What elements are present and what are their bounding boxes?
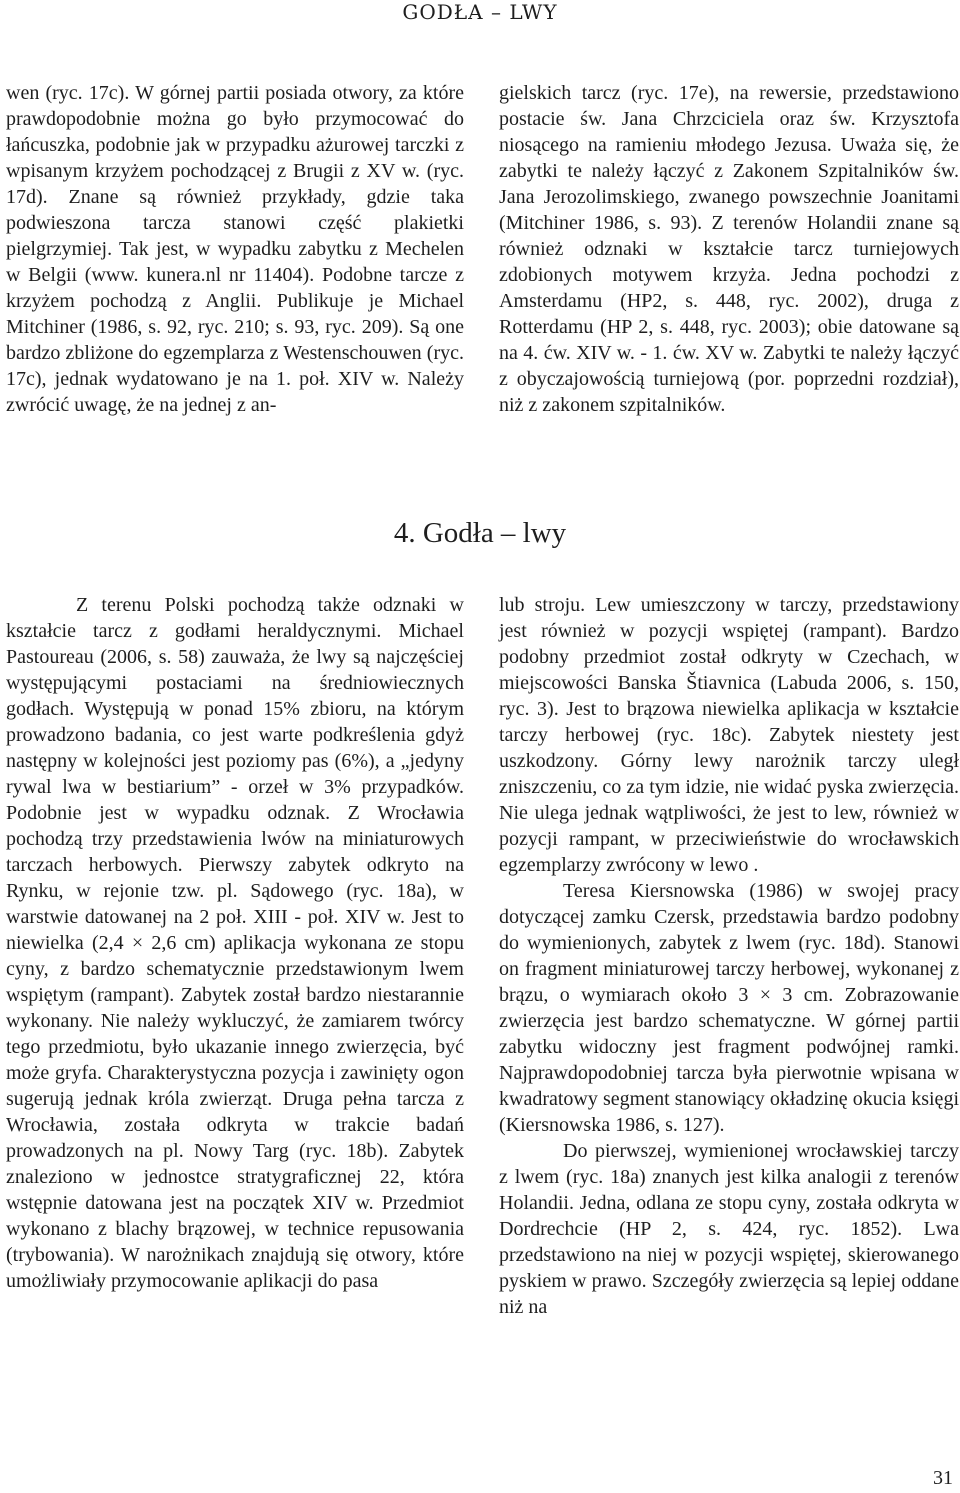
- running-header: GODŁA – LWY: [402, 0, 558, 24]
- paragraph: gielskich tarcz (ryc. 17e), na rewersie, przedstawiono postacie św. Jana Chrzciciela oraz św. Krzysztofa niosącego na ramieniu młodego Jezusa. Uważa się, że zabytki te należy łączyć z Zakonem Szpitalników św. Jana Jerozolimskiego, zwanego powszechnie Joanitami (Mitchiner 1986, s. 93). Z terenów Holandii znane są również odznaki w kształcie tarcz turniejowych zdobionych motywem krzyża. Jedna pochodzi z Amsterdamu (HP2, s. 448, ryc. 2002), druga z Rotterdamu (HP 2, s. 448, ryc. 2003); obie datowane są na 4. ćw. XIV w. - 1. ćw. XV w. Zabytki te należy łączyć z obyczajowością turniejową (por. poprzedni rozdział), niż z zakonem szpitalników.: [499, 82, 959, 416]
- paragraph: Do pierwszej, wymienionej wrocławskiej tarczy z lwem (ryc. 18a) znanych jest kilka analogii z terenów Holandii. Jedna, odlana ze stopu cyny, została odkryta w Dordrechcie (HP 2, s. 424, ryc. 1852). Lwa przedstawiono na niej w pozycji wspiętej, skierowanego pyskiem w prawo. Szczegóły zwierzęcia są lepiej oddane niż na: [499, 1140, 959, 1318]
- paragraph: Teresa Kiersnowska (1986) w swojej pracy dotyczącej zamku Czersk, przedstawia bardzo podobny do wymienionych, zabytek z lwem (ryc. 18d). Stanowi on fragment miniaturowej tarczy herbowej, wykonanej z brązu, o wymiarach około 3 × 3 cm. Zobrazowanie zwierzęcia jest bardzo schematyczne. W górnej partii zabytku widoczny jest fragment podwójnej ramki. Najprawdopodobniej tarcza była pierwotnie wpisana w kwadratowy segment stanowiący okładzinę okucia księgi (Kiersnowska 1986, s. 127).: [499, 880, 959, 1136]
- text-column-bottom-left: [6, 592, 464, 1294]
- paragraph: wen (ryc. 17c). W górnej partii posiada otwory, za które prawdopodobnie można go było przymocować do łańcuszka, podobnie jak w przypadku ażurowej tarczki z wpisanym krzyżem pochodzącej z Brugii z XV w. (ryc. 17d). Znane są również przykłady, gdzie taka podwieszona tarcza stanowi część plakietki pielgrzymiej. Tak jest, w wypadku zabytku z Mechelen w Belgii (www. kunera.nl nr 11404). Podobne tarcze z krzyżem pochodzą z Anglii. Publikuje je Michael Mitchiner (1986, s. 92, ryc. 210; s. 93, ryc. 209). Są one bardzo zbliżone do egzemplarza z Westenschouwen (ryc. 17c), jednak wydatowano je na 1. poł. XIV w. Należy zwrócić uwagę, że na jednej z an-: [6, 82, 464, 416]
- paragraph: Z terenu Polski pochodzą także odznaki w kształcie tarcz z godłami heraldycznymi. Michael Pastoureau (2006, s. 58) zauważa, że lwy są najczęściej występującymi postaciami na średniowiecznych godłach. Występują w ponad 15% zbioru, na którym prowadzono badania, co jest warte podkreślenia gdyż następny w kolejności jest poziomy pas (6%), a „jedyny rywal lwa w bestiarium” - orzeł w 3% przypadków. Podobnie jest w wypadku odznak. Z Wrocławia pochodzą trzy przedstawienia lwów na miniaturowych tarczach herbowych. Pierwszy zabytek odkryto na Rynku, w rejonie tzw. pl. Sądowego (ryc. 18a), w warstwie datowanej na 2 poł. XIII - poł. XIV w. Jest to niewielka (2,4 × 2,6 cm) aplikacja wykonana ze stopu cyny, z bardzo schematycznie przedstawionym lwem wspiętym (rampant). Zabytek został bardzo niestarannie wykonany. Nie należy wykluczyć, że zamiarem twórcy tego przedmiotu, było ukazanie innego zwierzęcia, być może gryfa. Charakterystyczna pozycja i zawinięty ogon sugerują jednak króla zwierząt. Druga pełna tarcza z Wrocławia, została odkryta w trakcie badań prowadzonych na pl. Nowy Targ (ryc. 18b). Zabytek znaleziono w jednostce stratygraficznej 22, która wstępnie datowana jest na początek XIV w. Przedmiot wykonano z blachy brązowej, w technice repusowania (trybowania). W narożnikach znajdują się otwory, które umożliwiały przymocowanie aplikacji do pasa: [6, 594, 464, 1292]
- text-column-bottom-right: [499, 592, 959, 1320]
- section-heading: 4. Godła – lwy: [393, 517, 567, 549]
- text-column-top-left: [6, 80, 464, 418]
- text-column-top-right: [499, 80, 959, 418]
- paragraph: lub stroju. Lew umieszczony w tarczy, przedstawiony jest również w pozycji wspiętej (rampant). Bardzo podobny przedmiot został odkryty w Czechach, w miejscowości Banska Štiavnica (Labuda 2006, s. 150, ryc. 3). Jest to brązowa niewielka aplikacja w kształcie tarczy herbowej (ryc. 18c). Zabytek niestety jest uszkodzony. Górny lewy narożnik tarczy uległ zniszczeniu, co za tym idzie, nie widać pyska zwierzęcia. Nie ulega jednak wątpliwości, że jest to lew, również w pozycji rampant, w przeciwieństwie do wrocławskich egzemplarzy zwrócony w lewo .: [499, 594, 959, 876]
- page-number: 31: [933, 1467, 953, 1489]
